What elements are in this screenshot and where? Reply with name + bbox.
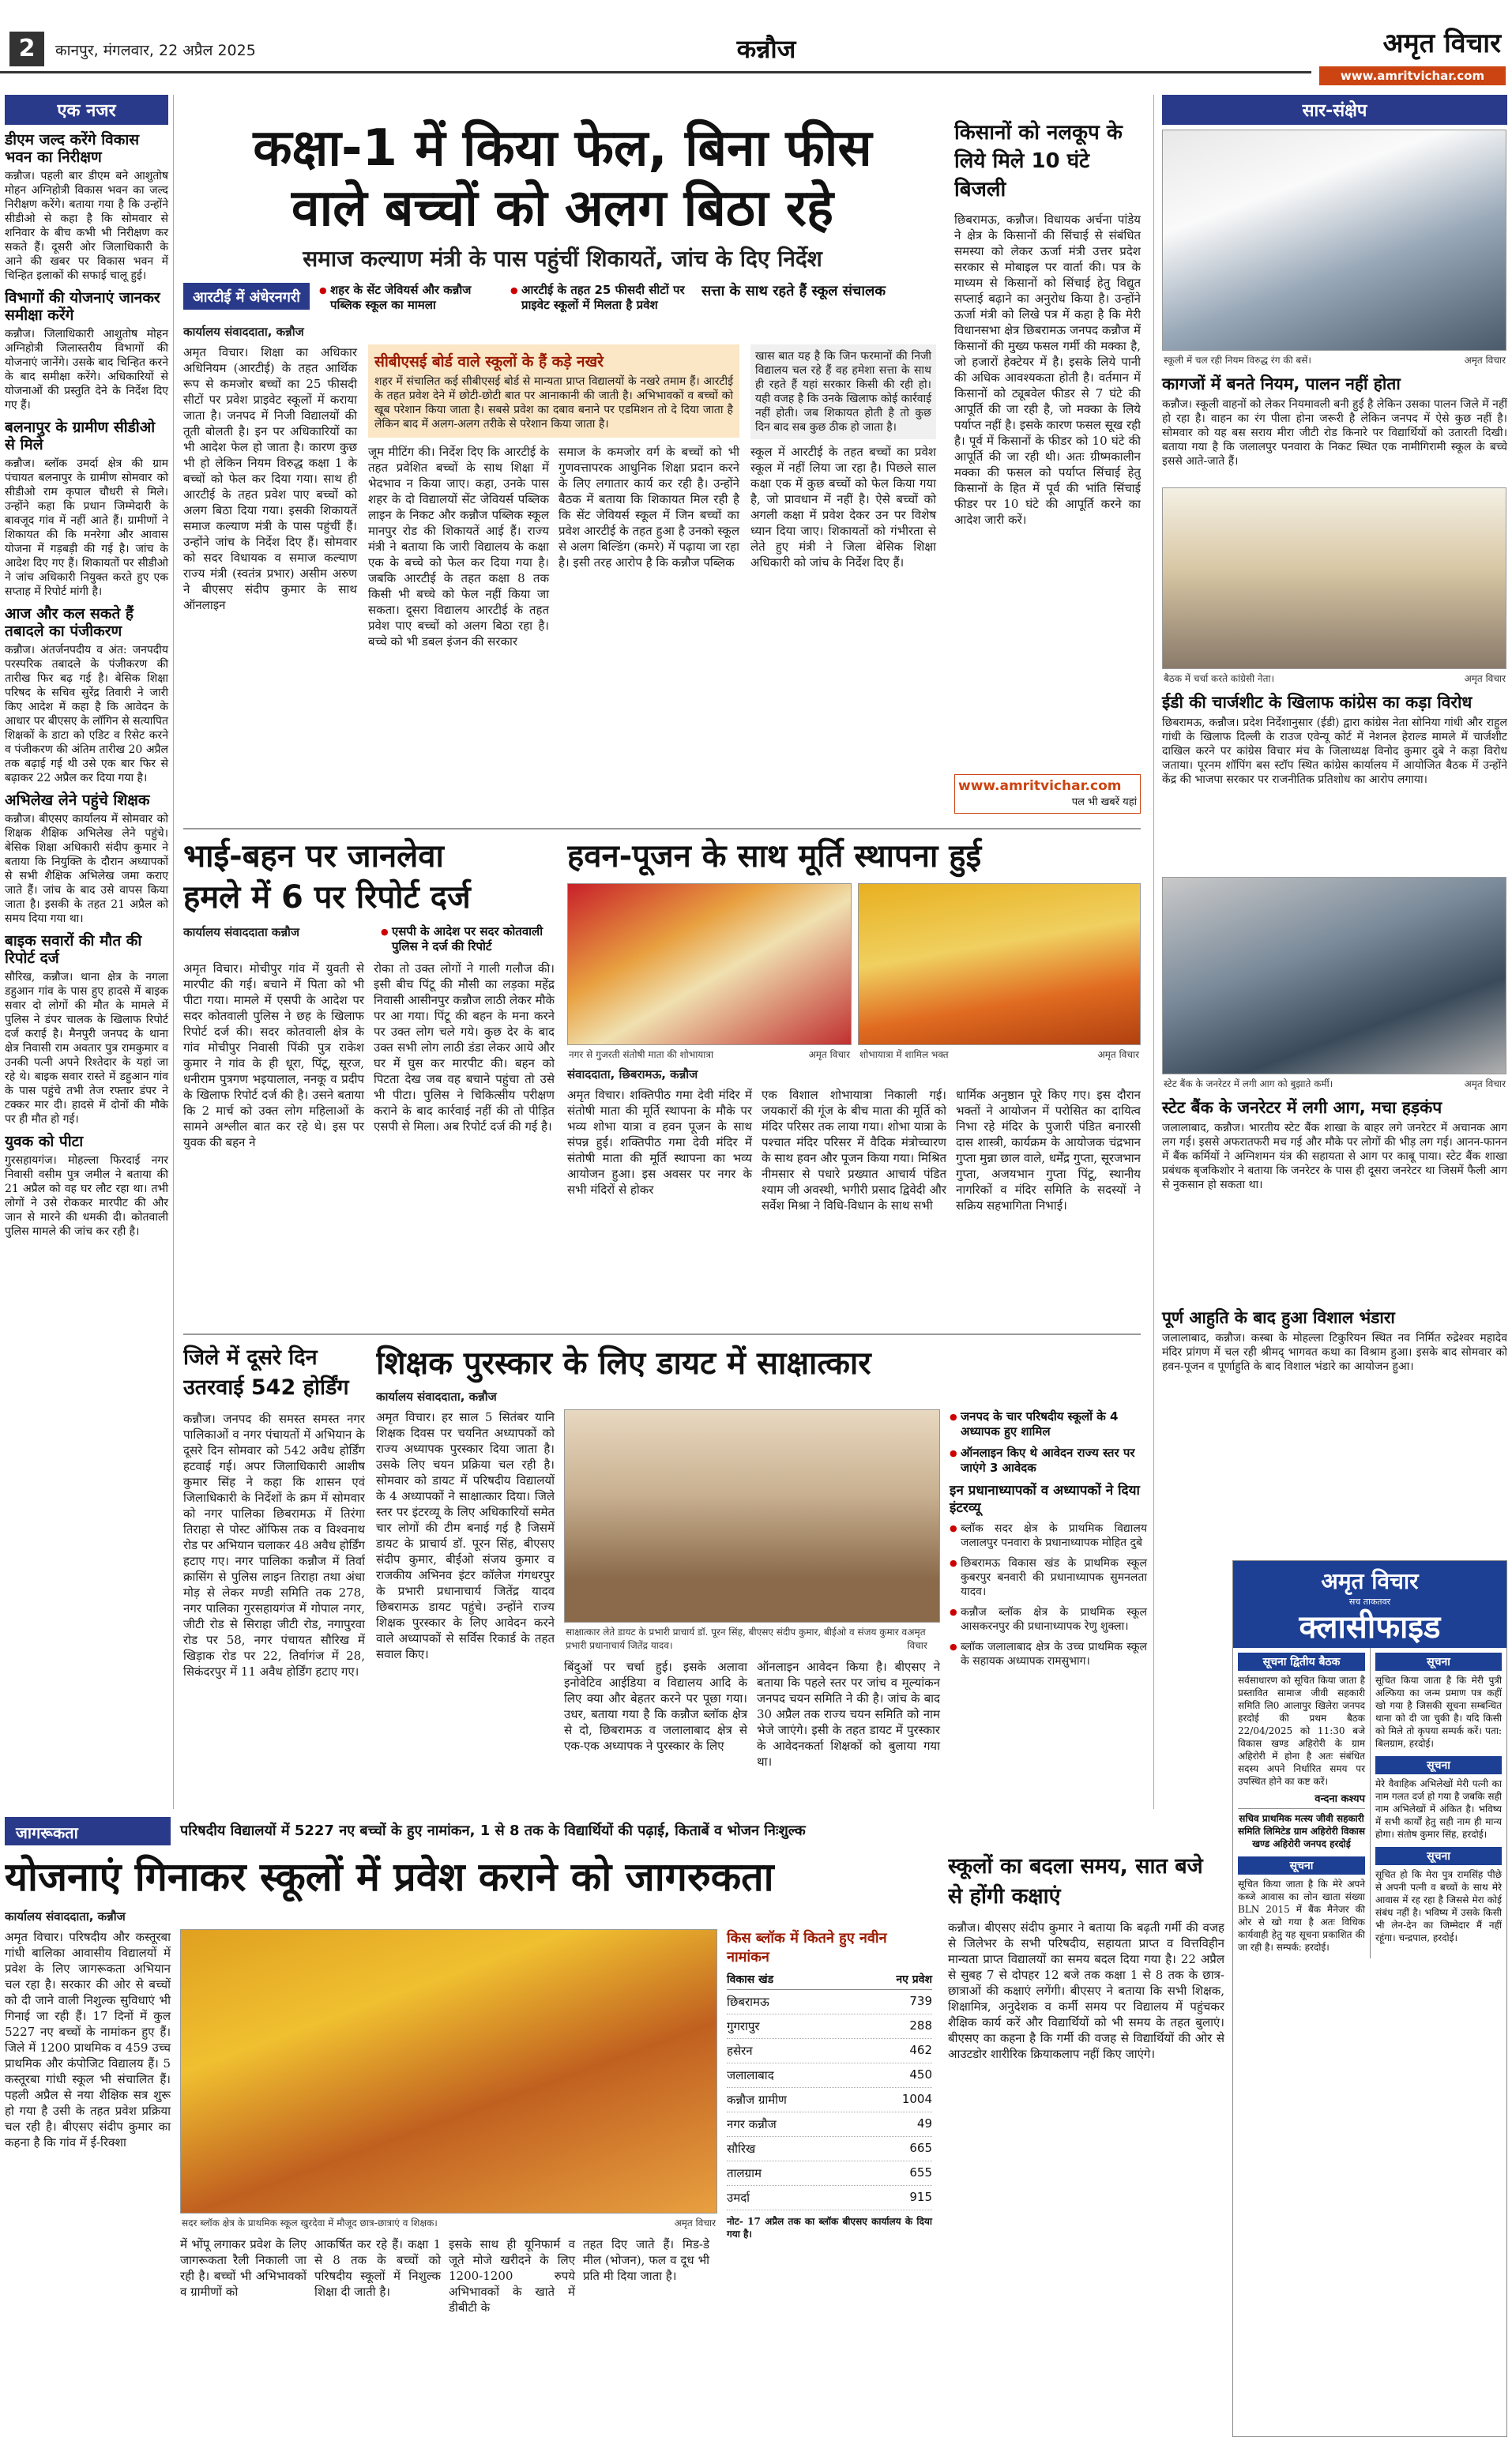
havan-headline: हवन-पूजन के साथ मूर्ति स्थापना हुई: [567, 838, 982, 875]
school-timing-story: [948, 1852, 1224, 2436]
brief-headline: बलनापुर के ग्रामीण सीडीओ से मिले: [5, 419, 156, 453]
brief-text: कन्नौज। बीएसए कार्यालय में सोमवार को शिक्षक शैक्षिक अभिलेख लेने पहुंचे। बेसिक शिक्षा अधिकारी संदीप कुमार ने बताया कि नियुक्ति के दौरान अध्यापकों से सभी शैक्षिक अभिलेख जमा कराए जाते हैं। जांच के बाद उसे वापस किया जाता है। इसकी के तहत 21 अप्रैल को समय दिया गया था।: [5, 813, 168, 925]
main-headline-line2: वाले बच्चों को अलग बिठा रहे: [291, 179, 833, 238]
sar-text-3: जलालाबाद, कन्नौज। भारतीय स्टेट बैंक शाखा के बाहर लगे जनरेटर में अचानक आग लग गई। इससे अफरातफरी मच गई और मौके पर लोगों की भीड़ लग गई। आनन-फानन में बैंक कर्मियों ने अग्निशमन यंत्र की सहायता से आग पर काबू पाया। स्टेट बैंक शाखा प्रबंधक बृजकिशोर ने बताया कि जनरेटर के पास ही दूसरा जनरेटर था जिसमें फैली आग से नुकसान हो सकता था।: [1162, 1122, 1507, 1191]
table-cell: 1004: [901, 2092, 932, 2106]
dateline: कानपुर, मंगलवार, 22 अप्रैल 2025: [55, 42, 256, 59]
interview-caption: [564, 1623, 940, 1654]
web-promo-url[interactable]: www.amritvichar.com: [958, 778, 1122, 794]
table-cell: सौरिख: [727, 2142, 756, 2156]
main-col-4: [750, 444, 936, 570]
shikshak-headline: शिक्षक पुरस्कार के लिए डायट में साक्षात्कार: [376, 1345, 871, 1382]
photo-credit: अमृत विचार: [1464, 355, 1506, 366]
brief-headline: विभागों की योजनाएं जानकर समीक्षा करेंगे: [5, 289, 160, 324]
table-cell: उमर्दा: [727, 2191, 750, 2205]
caption-text: साक्षात्कार लेते डायट के प्रभारी प्राचार्य डॉ. पूरन सिंह, बीएसए संदीप कुमार, बीईओ व संजय कुमार व प्रभारी प्रधानाचार्य जितेंद्र यादव।: [566, 1627, 908, 1651]
hoarding-story: [183, 1343, 365, 1809]
shikshak-col-3: ऑनलाइन आवेदन किया है। बीएसए ने बताया कि पहले स्तर पर जांच व मूल्यांकन जनपद चयन समिति ने की है। जांच के बाद 30 अप्रैल तक राज्य चयन समिति को नाम भेजे जाएंगे। इसी के तहत डायट में पुरस्कार के आवेदनकर्ता शिक्षकों को बुलाया गया था।: [757, 1660, 940, 1769]
hoarding-headline: जिले में दूसरे दिन उतरवाई 542 होर्डिंग: [183, 1345, 349, 1400]
notice-2-text: सूचित किया जाता है कि मेरे अपने कब्जे आवास का लोन खाता संख्या BLN 2015 में बैंक मैनेजर की ओर से खो गया है अतः विधिक कार्यवाही हेतु यह सूचना प्रकाशित की जा रही है। सम्पर्क: हरदोई।: [1238, 1879, 1365, 1953]
brief-text: कन्नौज। जिलाधिकारी आशुतोष मोहन अग्निहोत्री जिलास्तरीय विभागों की योजनाएं जानेंगे। उसके बाद चिन्हित करने के बाद समीक्षा करेंगे। अधिकारियों से योजनाओं की प्रस्तुति देने के निर्देश दिए गए हैं।: [5, 328, 168, 412]
jagrukta-col-5: तहत दिए जाते हैं। मिड-डे मील (भोजन), फल व दूध भी प्रति मी दिया जाता है।: [583, 2237, 709, 2283]
caption-text: शोभायात्रा में शामिल भक्त: [859, 1049, 949, 1060]
ek-nazar-title: एक नजर: [5, 95, 168, 125]
sar-headline-2: ईडी की चार्जशीट के खिलाफ कांग्रेस का कड़ा विरोध: [1162, 693, 1473, 712]
photo-credit: अमृत विचार: [1097, 1049, 1139, 1060]
brief-4: [5, 605, 168, 785]
notice-3-text: सूचित किया जाता है कि मेरी पुत्री अल्फिया का जन्म प्रमाण पत्र कहीं खो गया है जिसकी सूचना सम्बन्धित थाना को दी जा चुकी है। यदि किसी को मिले तो कृपया सम्पर्क करें। पता: बिलग्राम, हरदोई।: [1375, 1675, 1502, 1749]
brief-3: [5, 419, 168, 599]
jagrukta-headline: योजनाएं गिनाकर स्कूलों में प्रवेश कराने को जागरुकता: [5, 1854, 774, 1900]
shikshak-bullet-1: ● जनपद के चार परिषदीय स्कूलों के 4 अध्यापक हुए शामिल: [950, 1409, 1147, 1439]
sar-headline-4: पूर्ण आहुति के बाद हुआ विशाल भंडारा: [1162, 1308, 1395, 1327]
notice-2-title: सूचना: [1238, 1856, 1365, 1875]
main-col-4-text: स्कूल में आरटीई के तहत बच्चों का प्रवेश स्कूल में नहीं लिया जा रहा है। पिछले साल कक्षा एक में कुछ बच्चों को फेल किया गया है, जो प्रावधान में नहीं है। ऐसे बच्चों को अगली कक्षा में प्रवेश देकर उन पर विशेष ध्यान दिया जाए। शिकायतों को गंभीरता से लेते हुए मंत्री ने जिला बेसिक शिक्षा अधिकारी को जांच के निर्देश दिए हैं।: [750, 445, 936, 570]
main-col-3-text: समाज के कमजोर वर्ग के बच्चों को भी गुणवत्तापरक आधुनिक शिक्षा प्रदान करने के लिए लगातार कार्य कर रही है। उन्होंने बैठक में बताया कि शिकायत मिल रही है कि सेंट जेवियर्स स्कूल में जिन बच्चों का प्रवेश आरटीई के तहत हुआ है उनको स्कूल से अलग बिल्डिंग (कमरे) में पढ़ाया जा रहा है। इसी तरह आरोप है कि कन्नौज पब्लिक: [559, 445, 739, 570]
table-note: नोट- 17 अप्रैल तक का ब्लॉक बीएसए कार्यालय के दिया गया है।: [727, 2216, 932, 2240]
table-cell: 915: [909, 2190, 932, 2204]
photo-credit: अमृत विचार: [1464, 673, 1506, 684]
sub-box-title: सीबीएसई बोर्ड वाले स्कूलों के हैं कड़े नखरे: [374, 353, 604, 371]
brief-text: कन्नौज। पहली बार डीएम बने आशुतोष मोहन अग्निहोत्री विकास भवन का जल्द निरीक्षण करेंगे। बताया गया है कि उन्होंने सीडीओ से कहा है कि सोमवार से शनिवार के बीच कभी भी निरीक्षण कर सकते हैं। दूसरी ओर जिलाधिकारी के आने की खबर पर विकास भवन में चिन्हित इलाकों की सफाई चालू हुई।: [5, 170, 168, 282]
table-cell: हसेरन: [727, 2044, 753, 2058]
table-cell: नगर कन्नौज: [727, 2117, 777, 2131]
school-timing-headline: स्कूलों का बदला समय, सात बजे से होंगी कक्षाएं: [948, 1854, 1203, 1909]
table-cell: तालग्राम: [727, 2166, 762, 2180]
table-row: [727, 2088, 932, 2112]
photo-credit: अमृत विचार: [808, 1049, 850, 1060]
photo-credit: अमृत विचार: [907, 1627, 927, 1651]
main-deck: समाज कल्याण मंत्री के पास पहुंचीं शिकायतें, जांच के दिए निर्देश: [303, 246, 822, 272]
notice-1-title: सूचना द्वितीय बैठक: [1238, 1653, 1365, 1671]
table-cell: गुगरापुर: [727, 2019, 760, 2033]
story-bullet-1: ● शहर के सेंट जेवियर्स और कन्नौज पब्लिक स्कूल का मामला: [319, 283, 501, 313]
list-item: ● कन्नौज ब्लॉक क्षेत्र के प्राथमिक स्कूल आसकरनपुर की प्रधानाध्यापक रेणु शुक्ला।: [950, 1605, 1147, 1634]
jagrukta-byline: कार्यालय संवाददाता, कन्नौज: [5, 1909, 126, 1924]
web-promo-tag: पल भी खबरें यहां: [1071, 796, 1137, 808]
brief-1: [5, 131, 168, 283]
table-cell: कन्नौज ग्रामीण: [727, 2093, 787, 2107]
caption-text: स्टेट बैंक के जनरेटर में लगी आग को बुझाते कर्मी।: [1164, 1078, 1333, 1089]
table-row: [727, 2186, 932, 2210]
brief-text: कन्नौज। ब्लॉक उमर्दा क्षेत्र की ग्राम पंचायत बलनापुर के ग्रामीण सोमवार को सीडीओ राम कृपाल चौधरी से मिले। उन्होंने कहा कि प्रधान जिम्मेदारी के बावजूद गांव में नहीं आते हैं। ग्रामीणों ने शिकायत की कि मनरेगा और आवास योजना में गड़बड़ी की गई है। जांच के आदेश दिए गए हैं। शिकायतों पर सीडीओ ने जांच अधिकारी नियुक्त करते हुए एक सप्ताह में रिपोर्ट मांगी है।: [5, 457, 168, 598]
main-byline: कार्यालय संवाददाता, कन्नौज: [183, 325, 304, 339]
table-cell: 655: [909, 2165, 932, 2180]
jagrukta-col-4: इसके साथ ही यूनिफार्म व जूते मोजे खरीदने के लिए 1200-1200 रुपये अभिभावकों के खाते में डीबीटी के: [449, 2237, 575, 2315]
havan-story: [567, 836, 1141, 1326]
section-title: कन्नौज: [736, 34, 796, 64]
side-box: [701, 283, 887, 319]
main-col-1-text: अमृत विचार। शिक्षा का अधिकार अधिनियम (आरटीई) के तहत आर्थिक रूप से कमजोर बच्चों का 25 फीसदी सीटों पर प्रवेश प्राइवेट स्कूलों में कराया जाता है। जनपद में निजी विद्यालयों की तूती बोलती है। इन पर अधिकारियों का भी आदेश फेल हो जाता है। कारण कुछ भी हो लेकिन नियम विरुद्ध कक्षा 1 के बच्चों को फेल कर दिया गया। साथ ही आरटीई के तहत प्रवेश पाए बच्चों को अलग बिठा दिया गया। इसकी शिकायतें समाज कल्याण मंत्री के पास पहुंचीं हैं। उन्होंने जांच के निर्देश दिए हैं। सोमवार को सदर विधायक व समाज कल्याण राज्य मंत्री (स्वतंत्र प्रभार) असीम अरुण ने बीएसए संदीप कुमार के साथ ऑनलाइन: [183, 345, 357, 612]
shobhayatra-caption: [567, 1045, 852, 1063]
brief-6: [5, 932, 168, 1127]
school-children-photo: [180, 1929, 717, 2214]
bus-caption: [1162, 351, 1507, 369]
brief-text: गुरसहायगंज। मोहल्ला फिरदाई नगर निवासी वसीम पुत्र जमील ने बताया की 21 अप्रैल को वह घर लौट रहा था। तभी लोगों ने उसे रोककर मारपीट की और जान से मारने की धमकी दी। कोतवाली पुलिस मामले की जांच कर रही है।: [5, 1154, 168, 1238]
side-box-body: [750, 344, 936, 439]
brief-headline: आज और कल सकते हैं तबादले का पंजीकरण: [5, 605, 134, 640]
photo-credit: अमृत विचार: [1464, 1078, 1506, 1089]
table-header: विकास खंड: [727, 1973, 774, 1986]
table-cell: 288: [909, 2018, 932, 2033]
table-cell: 462: [909, 2043, 932, 2057]
notice-4-text: मेरे वैवाहिक अभिलेखों मेरी पत्नी का नाम गलत दर्ज हो गया है जबकि सही नाम अभिलेखों में अंकित है। भविष्य में सभी कार्यों हेतु सही नाम ही मान्य होगा। संतोष कुमार सिंह, हरदोई।: [1375, 1778, 1502, 1840]
main-col-3: [559, 444, 739, 653]
devotees-caption: [858, 1045, 1141, 1063]
brief-text: सौरिख, कन्नौज। थाना क्षेत्र के नगला डहुआन गांव के पास हुए हादसे में बाइक सवार दो लोगों की मौत के मामले में पुलिस ने डंपर चालक के खिलाफ रिपोर्ट दर्ज कराई है। मैनपुरी जनपद के थाना क्षेत्र निवासी राम अवतार पुत्र रामकुमार व उनकी पत्नी अपने रिश्तेदार के यहां जा रहे थे। बाइक सवार रास्ते में डहुआन गांव के पास पहुंचे तभी तेज रफ्तार डंपर ने टक्कर मार दी। हादसे में दोनों की मौके पर ही मौत हो गई।: [5, 971, 168, 1126]
havan-col-1: अमृत विचार। शक्तिपीठ गमा देवी मंदिर में संतोषी माता की मूर्ति स्थापना के मौके पर भव्य शोभा यात्रा व हवन पूजन के साथ संपन्न हुई। शक्तिपीठ गमा देवी मंदिर में संतोषी माता की मूर्ति स्थापना का भव्य आयोजन हुआ। इस अवसर पर नगर के सभी मंदिरों से होकर: [567, 1088, 752, 1197]
bhai-headline-2: हमले में 6 पर रिपोर्ट दर्ज: [183, 879, 471, 916]
shikshak-story: [376, 1343, 1221, 1809]
interviewees-title: इन प्रधानाध्यापकों व अध्यापकों ने दिया इंटरव्यू: [950, 1483, 1140, 1516]
table-cell: छिबरामऊ: [727, 1995, 769, 2009]
brief-5: [5, 792, 168, 926]
jagrukta-strap: [5, 1817, 937, 1845]
fire-caption: [1162, 1074, 1507, 1093]
brief-2: [5, 289, 168, 412]
table-title: किस ब्लॉक में कितने हुए नवीन नामांकन: [727, 1930, 887, 1965]
bhai-col-2: रोका तो उक्त लोगों ने गाली गलौज की। इसी बीच पिंटू की मौसी का लड़का महेंद्र निवासी आसीनपुर कन्नौज लाठी लेकर मौके पर आ गया। पिंटू की बहन के मना करने पर उक्त लोग चले गये। कुछ देर के बाद उक्त सभी लोग लाठी डंडा लेकर आये और घर में घुस कर मारपीट की। बहन को पिटता देख जब वह बचाने पहुंचा तो उसे भी पीटा। पुलिस ने चिकित्सीय परीक्षण कराने के बाद कार्रवाई नहीं की तो पीड़ित एसपी से मिला। अब रिपोर्ट दर्ज की गई है।: [374, 961, 555, 1134]
main-col-1: [183, 344, 357, 653]
sar-headline-3: स्टेट बैंक के जनरेटर में लगी आग, मचा हड़कंप: [1162, 1098, 1442, 1117]
bhai-bullet: ● एसपी के आदेश पर सदर कोतवाली पुलिस ने दर्ज की रिपोर्ट: [381, 924, 555, 954]
bhai-headline-1: भाई-बहन पर जानलेवा: [183, 838, 444, 875]
page-number: 2: [9, 32, 44, 66]
shikshak-byline: कार्यालय संवाददाता, कन्नौज: [376, 1390, 497, 1404]
classified-section: [1232, 1560, 1507, 2437]
notice-4-title: सूचना: [1375, 1756, 1502, 1774]
shikshak-col-2: बिंदुओं पर चर्चा हुई। इसके अलावा इनोवेटिव आईडिया व विद्यालय आदि के लिए क्या और बेहतर करने पर पूछा गया। उधर, बताया गया है कि कन्नौज ब्लॉक क्षेत्र से दो, छिबरामऊ व जलालाबाद क्षेत्र से एक-एक अध्यापक ने पुरस्कार के लिए: [564, 1660, 747, 1753]
admission-table: [727, 1929, 932, 2315]
side-box-title: सत्ता के साथ रहते हैं स्कूल संचालक: [701, 283, 886, 299]
notice-5-title: सूचना: [1375, 1847, 1502, 1865]
table-row: [727, 2063, 932, 2088]
notice-5-text: सूचित हो कि मेरा पुत्र रामसिंह पीछे से अपनी पत्नी व बच्चों के साथ मेरे आवास में रह रहा है जिससे मेरा कोई संबंध नहीं है। भविष्य में उसके किसी भी लेन-देन का जिम्मेदार मैं नहीं रहूंगा। चन्द्रपाल, हरदोई।: [1375, 1869, 1502, 1943]
bus-photo: [1162, 130, 1506, 351]
school-photo-caption: [180, 2214, 717, 2232]
page-header: [0, 0, 1512, 83]
bhai-byline: कार्यालय संवाददाता कन्नौज: [183, 925, 300, 939]
main-story: [183, 118, 942, 814]
table-row: [727, 2112, 932, 2137]
shikshak-col-1: अमृत विचार। हर साल 5 सितंबर यानि शिक्षक दिवस पर चयनित अध्यापकों को राज्य अध्यापक पुरस्कार दिया जाता है। उसके लिए चयन प्रक्रिया चल रही है। सोमवार को डायट में परिषदीय विद्यालयों के 4 अध्यापकों ने साक्षात्कार दिया। जिले स्तर पर इंटरव्यू के लिए अधिकारियों समेत चार लोगों की टीम बनाई गई है जिसमें डायट के प्राचार्य डॉ. पूरन सिंह, बीएसए संदीप कुमार, बीईओ संजय कुमार व राजकीय अभिनव इंटर कॉलेज गंगधरपुर के प्रभारी प्रधानाचार्य जितेंद्र यादव छिबरामऊ डायट पहुंचे। उन्होंने राज्य शिक्षक पुरस्कार के लिए आवेदन करने वाले अध्यापकों से सर्विस रिकार्ड के तहत सवाल किए।: [376, 1410, 555, 1661]
brief-7: [5, 1133, 168, 1239]
jagrukta-label: जागरूकता: [5, 1817, 171, 1845]
kisan-headline: किसानों को नलकूप के लिये मिले 10 घंटे बिजली: [954, 121, 1123, 201]
web-promo[interactable]: [954, 774, 1141, 814]
sub-box-text: शहर में संचालित कई सीबीएसई बोर्ड से मान्यता प्राप्त विद्यालयों के नखरे तमाम हैं। आरटीई के तहत प्रवेश देने में छोटी-छोटी बात पर आनाकानी की जाती है। अभिभावकों व बच्चों को खूब परेशान किया जाता है। सबसे प्रवेश का दबाव बनाने पर एडमिशन तो दे दिया जाता है लेकिन बाद में अलग-अलग तरीके से परेशान किया जाता है।: [374, 375, 733, 431]
ek-nazar-column: [5, 95, 174, 1809]
main-col-2: [368, 444, 549, 653]
divider: [183, 1333, 1141, 1335]
classified-brand: अमृत विचार: [1321, 1568, 1419, 1594]
interview-photo: [564, 1409, 940, 1623]
congress-caption: [1162, 669, 1507, 687]
hoarding-text: कन्नौज। जनपद की समस्त समस्त नगर पालिकाओं व नगर पंचायतों में अभियान के दूसरे दिन सोमवार को 542 अवैध होर्डिंग हटवाई गई। अपर जिलाधिकारी आशीष कुमार सिंह ने कहा कि शासन एवं जिलाधिकारी के निर्देशों के क्रम में सोमवार को नगर पालिका छिबरामऊ में तिरंगा तिराहा से पोस्ट ऑफिस तक व विश्वनाथ रोड पर अभियान चलाकर 48 अवैध होर्डिंग हटाए गए। नगर पालिका कन्नौज में तिर्वा क्रासिंग से पुलिस लाइन तिराहा तथा अंधा मोड़ से लेकर मण्डी समिति तक 278, नगर पालिका गुरसहायगंज में गोपाल नगर, जीटी रोड से सिराहा जीटी रोड, नगापुरवा रोड पर 58, नगर पंचायत सौरिख में खिड़ाक रोड पर 22, तिर्वागंज में 28, सिकंदरपुर में 11 अवैध होर्डिंग हटाए गए।: [183, 1412, 365, 1679]
bhai-col-1: अमृत विचार। मोचीपुर गांव में युवती से मारपीट की गई। बचाने में पिता को भी पीटा गया। मामले में एसपी के आदेश पर सदर कोतवाली पुलिस ने छह के खिलाफ रिपोर्ट दर्ज की। सदर कोतवाली क्षेत्र के गांव मोचीपुर निवासी पिंकी पुत्र राकेश कुमार ने गांव के ही धूरा, पिंटू, सूरज, धनीराम पुत्रगण भइयालाल, ननकू व प्रदीप के खिलाफ रिपोर्ट दर्ज की है। उसने बताया कि 2 मार्च को उक्त लोग महिलाओं के सामने अश्लील बात कर रहे थे। इस पर युवक की बहन ने: [183, 961, 364, 1149]
table-row: [727, 1990, 932, 2014]
jagrukta-col-2: में भोंपू लगाकर प्रवेश के लिए जागरूकता रैली निकाली जा रही है। बच्चों भी अभिभावकों व ग्रामीणों को: [180, 2237, 307, 2299]
brief-headline: बाइक सवारों की मौत की रिपोर्ट दर्ज: [5, 932, 142, 967]
table-cell: 739: [909, 1994, 932, 2008]
jagrukta-col-3: आकर्षित कर रहे हैं। कक्षा 1 से 8 तक के बच्चों को परिषदीय स्कूलों में निशुल्क शिक्षा दी जाती है।: [314, 2237, 441, 2299]
brief-text: कन्नौज। अंतर्जनपदीय व अंत: जनपदीय परस्परिक तबादले के पंजीकरण की तारीख फिर बढ़ गई है। बेसिक शिक्षा परिषद के सचिव सुरेंद्र तिवारी ने जारी किए आदेश में कहा है कि आवेदन के आधार पर बीएसए के लॉगिन से सत्यापित शिक्षकों के डाटा को एडिट व रिसेट करने व पंजीकरण की अंतिम तारीख 20 अप्रैल तक बढ़ाई गई थी उसे एक बार फिर से बढ़ाकर 22 अप्रैल कर दिया गया है।: [5, 644, 168, 784]
main-headline-line1: कक्षा-1 में किया फेल, बिना फीस: [253, 119, 872, 178]
fire-photo: [1162, 877, 1506, 1074]
table-cell: जलालाबाद: [727, 2068, 774, 2082]
devotees-photo: [858, 883, 1141, 1045]
classified-tagline: सच ताकतवर: [1348, 1597, 1391, 1607]
table-row: [727, 2014, 932, 2039]
kisan-story: [954, 118, 1141, 814]
table-header: नए प्रवेश: [896, 1973, 932, 1986]
main-col-2-text: जूम मीटिंग की। निर्देश दिए कि आरटीई के तहत प्रवेशित बच्चों के साथ शिक्षा में भेदभाव न किया जाए। कहा, उनके पास शहर के दो विद्यालयों सेंट जेवियर्स पब्लिक लाइन के निकट और कन्नौज पब्लिक स्कूल मानपुर रोड की शिकायतें आई हैं। राज्य मंत्री ने बताया कि जारी विद्यालय के कक्षा एक के बच्चे को फेल कर दिया गया है। जबकि आरटीई के तहत कक्षा 8 तक किसी भी बच्चे को फेल नहीं किया जा सकता। दूसरा विद्यालय आरटीई के तहत प्रवेश पाए बच्चों को अलग बिठा रहा है। बच्चे को भी डबल इंजन की सरकार: [368, 445, 549, 649]
side-box-text: खास बात यह है कि जिन फरमानों की निजी विद्यालय चल रहे हैं वह हमेशा सत्ता के साथ ही रहते हैं यहां सरकार किसी की रही हो। यही वजह है कि उनके खिलाफ कोई कार्रवाई नहीं होती। जब शिकायत होती है तो कुछ दिन बाद सब कुछ ठीक हो जाता है।: [755, 350, 931, 434]
shobhayatra-photo: [567, 883, 852, 1045]
header-rule: [0, 71, 1311, 73]
sar-text-2: छिबरामऊ, कन्नौज। प्रदेश निर्देशानुसार (ईडी) द्वारा कांग्रेस नेता सोनिया गांधी और राहुल गांधी के खिलाफ दिल्ली के राउज एवेन्यू कोर्ट में नेशनल हेराल्ड मामले में चार्जशीट दाखिल करने पर कांग्रेस विचार मंच के जिलाध्यक्ष विनोद कुमार दुबे ने कड़ा विरोध जताया। पूरनम शॉपिंग बस स्टॉप स्थित कांग्रेस कार्यालय में आयोजित बैठक में उन्होंने केंद्र की भाजपा सरकार पर राजनीतिक प्रतिशोध का आरोप लगाया।: [1162, 717, 1507, 786]
list-item: ● ब्लॉक जलालाबाद क्षेत्र के उच्च प्राथमिक स्कूल के सहायक अध्यापक रामसुभाग।: [950, 1640, 1147, 1668]
table-row: [727, 2161, 932, 2186]
havan-col-2: एक विशाल शोभायात्रा निकाली गई। जयकारों की गूंज के बीच माता की मूर्ति को मंदिर परिसर तक लाया गया। शोभा यात्रा के पश्चात मंदिर परिसर में वैदिक मंत्रोच्चारण के साथ हवन और पूजन किया गया। मिश्रित नीमसार से पधारे प्रख्यात आचार्य पंडित श्याम जी अवस्थी, भगीरी प्रसाद द्विवेदी और सर्वेश मिश्रा ने विधि-विधान के साथ सभी: [762, 1088, 946, 1213]
sar-text-4: जलालाबाद, कन्नौज। कस्बा के मोहल्ला टिकुरियन स्थित नव निर्मित रुद्रेश्वर महादेव मंदिर प्रांगण में चल रही श्रीमद् भागवत कथा का विश्राम हुआ। इसके बाद सोमवार को हवन-पूजन व पूर्णाहुति के बाद विशाल भंडारे का आयोजन हुआ।: [1162, 1332, 1507, 1373]
interviewees-list: [950, 1522, 1147, 1668]
brief-headline: डीएम जल्द करेंगे विकास भवन का निरीक्षण: [5, 131, 140, 166]
caption-text: नगर से गुजरती संतोषी माता की शोभायात्रा: [569, 1049, 714, 1060]
jagrukta-col-1: अमृत विचार। परिषदीय और कस्तूरबा गांधी बालिका आवासीय विद्यालयों में प्रवेश के लिए जागरूकता अभियान चल रहा है। सरकार की ओर से बच्चों को दी जाने वाली निशुल्क सुविधाएं भी गिनाई जा रही हैं। 17 दिनों में कुल 5227 नए बच्चों के नामांकन हुए हैं। जिले में 1200 प्राथमिक व 459 उच्च प्राथमिक और कंपोजिट विद्यालय हैं। 5 कस्तूरबा गांधी स्कूल भी संचालित हैं। पहली अप्रैल से नया शैक्षिक सत्र शुरू हो गया है उसी के तहत प्रवेश प्रक्रिया चल रही है। बीएसए संदीप कुमार का कहना है कि गांव में ई-रिक्शा: [5, 1930, 171, 2150]
divider: [183, 828, 1141, 829]
table-cell: 450: [909, 2067, 932, 2082]
bhai-bahan-story: [183, 836, 555, 1326]
notice-1-sign: वन्दना कश्यप: [1315, 1793, 1365, 1805]
notice-1-signature-block: सचिव प्राथमिक मत्स्य जीवी सहकारी समिति लिमिटेड ग्राम अहिरोरी विकास खण्ड अहिरोरी जनपद हरदोई: [1238, 1808, 1365, 1850]
sar-text-1: कन्नौज। स्कूली वाहनों को लेकर नियमावली बनी हुई है लेकिन उसका पालन जिले में नहीं हो रहा है। वाहन का रंग पीला होना जरूरी है लेकिन जनपद में ऐसे कुछ नहीं है। सोमवार को यह बस सराय मीरा जीटी रोड किनारे पर विद्यार्थियों को उतारती दिखी। बताया गया है कि जलालपुर पनवारा के निकट स्थित एक नामीगिरामी स्कूल के बच्चे इससे आते-जाते हैं।: [1162, 398, 1507, 468]
table-cell: 49: [916, 2116, 932, 2131]
list-item: ● ब्लॉक सदर क्षेत्र के प्राथमिक विद्यालय जलालपुर पनवारा के प्रधानाध्यापक मोहित दुबे: [950, 1522, 1147, 1550]
classified-title: क्लासीफाइड: [1299, 1609, 1441, 1646]
caption-text: बैठक में चर्चा करते कांग्रेसी नेता।: [1164, 673, 1275, 684]
story-label: आरटीई में अंधेरनगरी: [183, 283, 310, 310]
sar-title: सार-संक्षेप: [1162, 95, 1507, 125]
photo-credit: अमृत विचार: [674, 2217, 716, 2229]
caption-text: स्कूली में चल रही नियम विरुद्ध रंग की बसें।: [1164, 355, 1311, 366]
table-cell: 665: [909, 2141, 932, 2155]
jagrukta-strap-text: परिषदीय विद्यालयों में 5227 नए बच्चों के हुए नामांकन, 1 से 8 तक के विद्यार्थियों की पढ़ाई, किताबें व भोजन निःशुल्क: [180, 1822, 806, 1839]
havan-byline: संवाददाता, छिबरामऊ, कन्नौज: [567, 1067, 698, 1081]
brief-headline: अभिलेख लेने पहुंचे शिक्षक: [5, 792, 150, 809]
havan-col-3: धार्मिक अनुष्ठान पूरे किए गए। इस दौरान भक्तों ने आयोजन में परोसित का दायित्व निभा रहे मंदिर के पुजारी पंडित बनारसी दास शास्त्री, कार्यक्रम के आयोजक चंद्रभान गुप्ता मुन्ना छाल वाले, धर्मेंद्र गुप्ता, सूरजभान गुप्ता, अजयभान गुप्ता पिंटू, स्थानीय नागरिकों व मंदिर समिति के सदस्यों ने सक्रिय सहभागिता निभाई।: [956, 1088, 1141, 1213]
table-body: [727, 1990, 932, 2210]
congress-meeting-photo: [1162, 487, 1506, 669]
story-bullet-2: ● आरटीई के तहत 25 फीसदी सीटों पर प्राइवेट स्कूलों में मिलता है प्रवेश: [510, 283, 692, 313]
school-timing-text: कन्नौज। बीएसए संदीप कुमार ने बताया कि बढ़ती गर्मी की वजह से जिलेभर के सभी परिषदीय, सहायता प्राप्त व वित्तविहीन मान्यता प्राप्त विद्यालयों का समय बदल दिया गया है। 22 अप्रैल से सुबह 7 से दोपहर 12 बजे तक कक्षा 1 से 8 तक के छात्र-छात्राओं की कक्षाएं लगेंगी। बीएसए ने बताया कि सभी शिक्षक, शिक्षामित्र, अनुदेशक व कर्मी समय पर विद्यालय में पहुंचकर शैक्षिक कार्य करें और विद्यार्थियों को भी समय के तहत बुलाएं। बीएसए का कहना है कि गर्मी की वजह से विद्यार्थियों की ओर से आउटडोर शारीरिक क्रियाकलाप नहीं किए जाएंगे।: [948, 1920, 1224, 2061]
shikshak-bullet-2: ● ऑनलाइन किए थे आवेदन राज्य स्तर पर जाएंगे 3 आवेदक: [950, 1446, 1147, 1476]
caption-text: सदर ब्लॉक क्षेत्र के प्राथमिक स्कूल खुरदेवा में मौजूद छात्र-छात्राएं व शिक्षक।: [182, 2217, 438, 2229]
notice-3-title: सूचना: [1375, 1653, 1502, 1671]
list-item: ● छिबरामऊ विकास खंड के प्राथमिक स्कूल कुबरपुर बनवारी की प्रधानाध्यापक सुमनलता यादव।: [950, 1556, 1147, 1599]
notice-1-text: सर्वसाधारण को सूचित किया जाता है प्रस्तावित सामाज जीवी सहकारी समिति लि0 आलापुर खिलेरा जनपद हरदोई की प्रथम बैठक 22/04/2025 को 11:30 बजे विकास खण्ड अहिरोरी के ग्राम अहिरोरी में होना है अतः संबंधित सदस्य अपने निर्धारित समय पर उपस्थित होने का कष्ट करें।: [1238, 1675, 1365, 1787]
brief-headline: युवक को पीटा: [5, 1133, 84, 1150]
site-url[interactable]: www.amritvichar.com: [1319, 66, 1506, 85]
sub-box: [368, 344, 739, 438]
brand-logo: अमृत विचार: [1382, 28, 1501, 59]
table-row: [727, 2137, 932, 2161]
kisan-text: छिबरामऊ, कन्नौज। विधायक अर्चना पांडेय ने क्षेत्र के किसानों की सिंचाई से संबंधित समस्या को लेकर ऊर्जा मंत्री उत्तर प्रदेश सरकार से मोबाइल पर वार्ता की। पत्र के माध्यम से किसानों को सिंचाई हेतु विद्युत सप्लाई बढ़ाने का अनुरोध किया है। उन्होंने ऊर्जा मंत्री को लिखे पत्र में कहा है कि मेरी विधानसभा क्षेत्र छिबरामऊ जनपद कन्नौज में किसानों की मुख्य फसल गर्मी की मक्का है, जो हजारों हेक्टेयर में है। इसके लिये पानी की अधिक आवश्यकता होती है। वर्तमान में किसानों को ट्यूबवेल फीडर से 7 घंटे की आपूर्ति की जा रही है, जो मक्का के लिये पर्याप्त नहीं है। इसके कारण फसल सूख रही है। पूर्व में किसानों के फीडर को 10 घंटे की आपूर्ति की जा रही थी। अतः ग्रीष्मकालीन मक्का की फसल को पर्याप्त सिंचाई हेतु किसानों के हित में पूर्व की भांति सिंचाई फीडर पर 10 घंटे की आपूर्ति करने का आदेश जारी करें।: [954, 213, 1141, 527]
jagrukta-story: [5, 1852, 937, 2436]
table-row: [727, 2039, 932, 2063]
sar-headline-1: कागजों में बनते नियम, पालन नहीं होता: [1162, 374, 1401, 393]
